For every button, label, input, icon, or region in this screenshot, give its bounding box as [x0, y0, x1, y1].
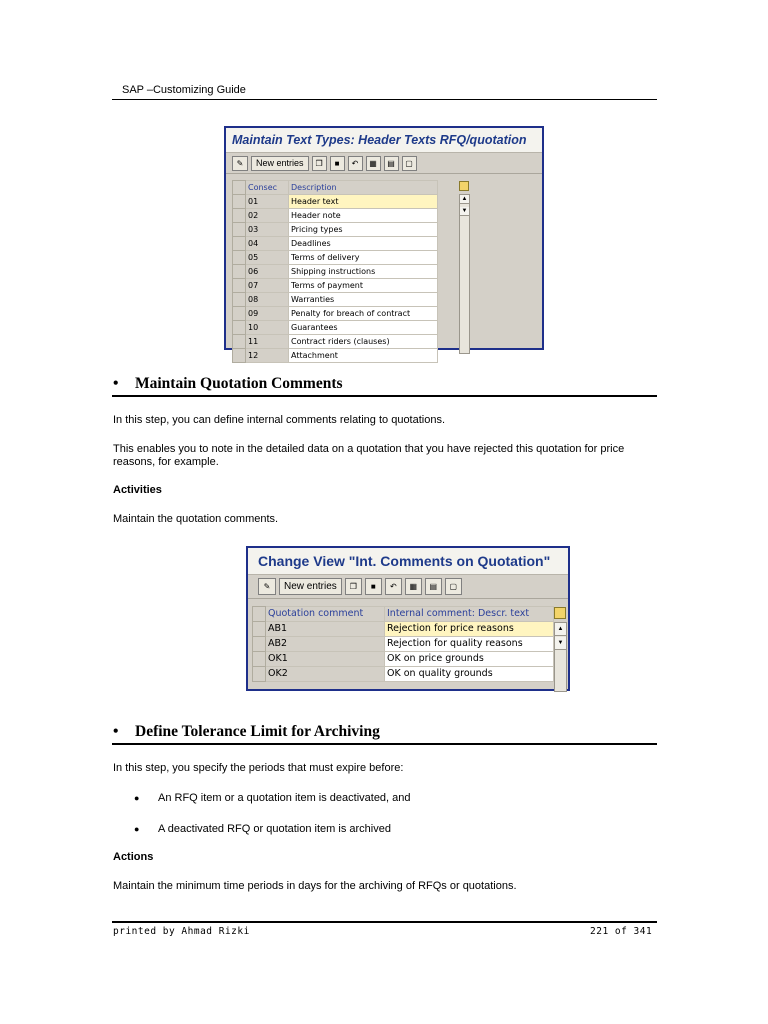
column-header-descr-text[interactable]: Internal comment: Descr. text: [385, 607, 554, 622]
column-header-description[interactable]: Description: [289, 181, 438, 195]
select-all-icon[interactable]: ▦: [405, 578, 422, 595]
text-types-table: [232, 180, 438, 363]
paragraph: Maintain the quotation comments.: [113, 513, 279, 525]
table-row[interactable]: AB1 Rejection for price reasons: [253, 622, 554, 637]
sap-screenshot-text-types: [224, 126, 544, 360]
table-row[interactable]: 03 Pricing types: [233, 223, 438, 237]
activities-label: Activities: [113, 484, 162, 496]
table-row[interactable]: 02 Header note: [233, 209, 438, 223]
table-row[interactable]: OK1 OK on price grounds: [253, 652, 554, 667]
footer-page-number: 221 of 341: [590, 926, 653, 937]
paragraph: This enables you to note in the detailed data on a quotation that you have rejected this quotation for price reasons, for example.: [113, 443, 625, 468]
section-rule: [112, 743, 657, 745]
scroll-down-icon[interactable]: ▼: [555, 637, 566, 650]
table-row[interactable]: 08 Warranties: [233, 293, 438, 307]
sap-window-title: Change View "Int. Comments on Quotation": [248, 548, 568, 575]
bullet-icon: •: [113, 375, 119, 392]
display-change-icon[interactable]: ✎: [232, 156, 248, 171]
paragraph: In this step, you can define internal comments relating to quotations.: [113, 414, 446, 426]
footer-printed-by: printed by Ahmad Rizki: [113, 926, 250, 937]
select-block-icon[interactable]: ▤: [384, 156, 399, 171]
delete-icon[interactable]: ■: [365, 578, 382, 595]
table-row[interactable]: 10 Guarantees: [233, 321, 438, 335]
bullet-icon: •: [113, 723, 119, 740]
footer-rule: [112, 921, 657, 923]
document-header-title: SAP –Customizing Guide: [122, 84, 246, 96]
sap-toolbar: [248, 575, 568, 599]
bullet-icon: ●: [134, 793, 140, 803]
int-comments-table: [252, 606, 554, 682]
deselect-all-icon[interactable]: ▢: [445, 578, 462, 595]
select-block-icon[interactable]: ▤: [425, 578, 442, 595]
table-row[interactable]: 11 Contract riders (clauses): [233, 335, 438, 349]
deselect-all-icon[interactable]: ▢: [402, 156, 417, 171]
table-row[interactable]: 01 Header text: [233, 195, 438, 209]
sap-screenshot-int-comments: [246, 546, 570, 691]
section-heading-quotation-comments: • Maintain Quotation Comments: [113, 375, 343, 392]
bullet-icon: ●: [134, 824, 140, 834]
table-settings-icon[interactable]: [459, 181, 469, 191]
delete-icon[interactable]: ■: [330, 156, 345, 171]
scroll-up-icon[interactable]: ▲: [555, 623, 566, 636]
sap-toolbar: [226, 153, 542, 174]
display-change-icon[interactable]: ✎: [258, 578, 276, 595]
actions-label: Actions: [113, 851, 154, 863]
list-item: ● An RFQ item or a quotation item is deactivated, and: [134, 792, 411, 804]
table-row[interactable]: 05 Terms of delivery: [233, 251, 438, 265]
paragraph: Maintain the minimum time periods in days for the archiving of RFQs or quotations.: [113, 880, 517, 892]
copy-icon[interactable]: ❐: [312, 156, 327, 171]
table-row[interactable]: 09 Penalty for breach of contract: [233, 307, 438, 321]
table-row[interactable]: 04 Deadlines: [233, 237, 438, 251]
new-entries-button[interactable]: New entries: [251, 156, 309, 171]
vertical-scrollbar[interactable]: [459, 194, 470, 354]
column-header-quotation-comment[interactable]: Quotation comment: [266, 607, 385, 622]
new-entries-button[interactable]: New entries: [279, 578, 342, 595]
select-all-icon[interactable]: ▦: [366, 156, 381, 171]
table-row[interactable]: AB2 Rejection for quality reasons: [253, 637, 554, 652]
vertical-scrollbar[interactable]: [554, 622, 567, 692]
column-header-consec[interactable]: Consec: [246, 181, 289, 195]
table-row[interactable]: 12 Attachment: [233, 349, 438, 363]
scroll-up-icon[interactable]: ▲: [461, 196, 468, 202]
section-rule: [112, 395, 657, 397]
table-row[interactable]: 07 Terms of payment: [233, 279, 438, 293]
table-settings-icon[interactable]: [554, 607, 566, 619]
list-item: ● A deactivated RFQ or quotation item is archived: [134, 823, 391, 835]
section-heading-tolerance-limit: • Define Tolerance Limit for Archiving: [113, 723, 380, 740]
paragraph: In this step, you specify the periods that must expire before:: [113, 762, 404, 774]
scroll-down-icon[interactable]: ▼: [461, 208, 468, 214]
select-all-cell[interactable]: [233, 181, 246, 195]
sap-window-title: Maintain Text Types: Header Texts RFQ/quotation: [226, 128, 542, 153]
table-row[interactable]: OK2 OK on quality grounds: [253, 667, 554, 682]
header-rule: [112, 99, 657, 100]
undo-icon[interactable]: ↶: [348, 156, 363, 171]
table-row[interactable]: 06 Shipping instructions: [233, 265, 438, 279]
copy-icon[interactable]: ❐: [345, 578, 362, 595]
select-all-cell[interactable]: [253, 607, 266, 622]
undo-icon[interactable]: ↶: [385, 578, 402, 595]
